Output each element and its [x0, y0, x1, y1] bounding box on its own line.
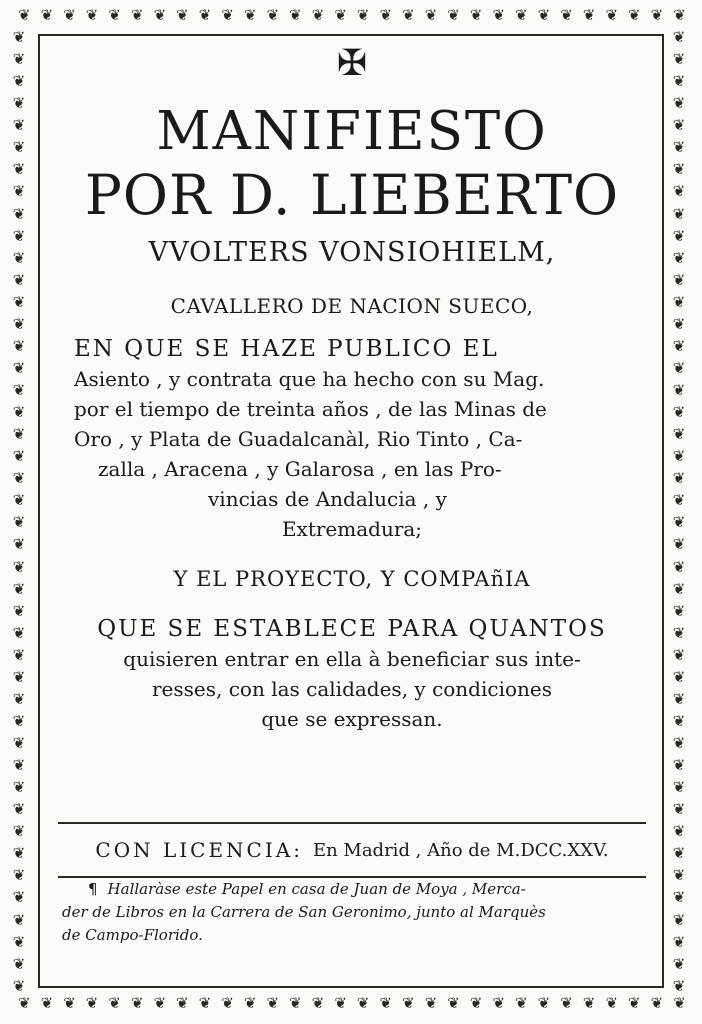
- fleuron-ornament-icon: ❦: [672, 204, 686, 223]
- fleuron-ornament-icon: ❦: [12, 491, 26, 510]
- fleuron-ornament-icon: ❦: [12, 358, 26, 377]
- fleuron-ornament-icon: ❦: [12, 160, 26, 179]
- fleuron-ornament-icon: ❦: [12, 888, 26, 907]
- fleuron-ornament-icon: ❦: [12, 336, 26, 355]
- subject-line: vincias de Andalucia , y: [208, 487, 447, 511]
- subject-line: Asiento , y contrata que ha hecho con su Mag.: [74, 367, 545, 391]
- fleuron-ornament-icon: ❦: [672, 116, 686, 135]
- imprint-line: der de Libros en la Carrera de San Geronimo, junto al Marquès: [62, 903, 546, 921]
- fleuron-ornament-icon: ❦: [85, 993, 99, 1012]
- fleuron-ornament-icon: ❦: [12, 513, 26, 532]
- fleuron-ornament-icon: ❦: [672, 778, 686, 797]
- fleuron-ornament-icon: ❦: [12, 623, 26, 642]
- bottom-ornament-border: [18, 992, 686, 1014]
- fleuron-ornament-icon: ❦: [492, 5, 506, 24]
- fleuron-ornament-icon: ❦: [12, 447, 26, 466]
- pilcrow-icon: ¶: [88, 880, 98, 898]
- frame-rule-left: [38, 34, 40, 988]
- fleuron-ornament-icon: ❦: [289, 993, 302, 1012]
- fleuron-ornament-icon: ❦: [672, 866, 686, 885]
- fleuron-ornament-icon: ❦: [673, 993, 686, 1012]
- fleuron-ornament-icon: ❦: [176, 993, 189, 1012]
- fleuron-ornament-icon: ❦: [18, 5, 31, 24]
- fleuron-ornament-icon: ❦: [447, 993, 460, 1012]
- licence-line: [58, 822, 646, 878]
- fleuron-ornament-icon: ❦: [12, 182, 26, 201]
- fleuron-ornament-icon: ❦: [12, 954, 26, 973]
- fleuron-ornament-icon: ❦: [672, 601, 686, 620]
- fleuron-ornament-icon: ❦: [672, 822, 686, 841]
- fleuron-ornament-icon: ❦: [672, 689, 686, 708]
- frame-rule-bottom: [38, 986, 664, 988]
- title-content: [58, 40, 646, 734]
- fleuron-ornament-icon: ❦: [311, 5, 325, 24]
- fleuron-ornament-icon: ❦: [628, 993, 641, 1012]
- proyecto-heading: Y EL PROYECTO, Y COMPAñIA: [173, 567, 531, 591]
- fleuron-ornament-icon: ❦: [12, 976, 26, 994]
- fleuron-ornament-icon: ❦: [12, 270, 26, 289]
- fleuron-ornament-icon: ❦: [356, 993, 370, 1012]
- fleuron-ornament-icon: ❦: [424, 993, 438, 1012]
- fleuron-ornament-icon: ❦: [605, 5, 619, 24]
- fleuron-ornament-icon: ❦: [311, 993, 325, 1012]
- title-author-line: POR D. LIEBERTO: [84, 163, 620, 227]
- fleuron-ornament-icon: ❦: [12, 601, 26, 620]
- fleuron-ornament-icon: ❦: [12, 734, 26, 752]
- fleuron-ornament-icon: ❦: [12, 292, 26, 311]
- fleuron-ornament-icon: ❦: [176, 5, 189, 24]
- fleuron-ornament-icon: ❦: [560, 5, 573, 24]
- fleuron-ornament-icon: ❦: [672, 447, 686, 466]
- fleuron-ornament-icon: ❦: [672, 800, 686, 819]
- fleuron-ornament-icon: ❦: [12, 645, 26, 664]
- subject-line: zalla , Aracena , y Galarosa , en las Pro-: [98, 457, 502, 481]
- fleuron-ornament-icon: ❦: [12, 469, 26, 488]
- licence-label: CON LICENCIA:: [95, 838, 303, 862]
- fleuron-ornament-icon: ❦: [672, 756, 686, 775]
- fleuron-ornament-icon: ❦: [379, 993, 393, 1012]
- fleuron-ornament-icon: ❦: [12, 910, 26, 929]
- fleuron-ornament-icon: ❦: [12, 314, 26, 333]
- fleuron-ornament-icon: ❦: [153, 5, 167, 24]
- fleuron-ornament-icon: ❦: [672, 579, 686, 598]
- fleuron-ornament-icon: ❦: [12, 822, 26, 841]
- fleuron-ornament-icon: ❦: [672, 381, 686, 399]
- fleuron-ornament-icon: ❦: [12, 557, 26, 576]
- fleuron-ornament-icon: ❦: [672, 623, 686, 642]
- fleuron-ornament-icon: ❦: [672, 491, 686, 510]
- fleuron-ornament-icon: ❦: [130, 5, 144, 24]
- fleuron-ornament-icon: ❦: [243, 993, 257, 1012]
- fleuron-ornament-icon: ❦: [12, 138, 26, 157]
- fleuron-ornament-icon: ❦: [402, 5, 415, 24]
- fleuron-ornament-icon: ❦: [379, 5, 393, 24]
- fleuron-ornament-icon: ❦: [492, 993, 506, 1012]
- fleuron-ornament-icon: ❦: [12, 72, 26, 91]
- frame-rule-top: [38, 34, 664, 36]
- fleuron-ornament-icon: ❦: [12, 381, 26, 399]
- fleuron-ornament-icon: ❦: [672, 667, 686, 686]
- fleuron-ornament-icon: ❦: [153, 993, 167, 1012]
- fleuron-ornament-icon: ❦: [334, 5, 347, 24]
- fleuron-ornament-icon: ❦: [12, 116, 26, 135]
- fleuron-ornament-icon: ❦: [40, 993, 54, 1012]
- fleuron-ornament-icon: ❦: [672, 94, 686, 113]
- fleuron-ornament-icon: ❦: [12, 403, 26, 422]
- fleuron-ornament-icon: ❦: [12, 94, 26, 113]
- fleuron-ornament-icon: ❦: [12, 689, 26, 708]
- top-ornament-border: [18, 4, 686, 26]
- fleuron-ornament-icon: ❦: [560, 993, 573, 1012]
- fleuron-ornament-icon: ❦: [12, 778, 26, 797]
- fleuron-ornament-icon: ❦: [582, 5, 596, 24]
- fleuron-ornament-icon: ❦: [243, 5, 257, 24]
- fleuron-ornament-icon: ❦: [198, 993, 212, 1012]
- fleuron-ornament-icon: ❦: [537, 993, 551, 1012]
- fleuron-ornament-icon: ❦: [108, 993, 121, 1012]
- fleuron-ornament-icon: ❦: [515, 5, 528, 24]
- fleuron-ornament-icon: ❦: [672, 248, 686, 267]
- fleuron-ornament-icon: ❦: [63, 5, 76, 24]
- fleuron-ornament-icon: ❦: [130, 993, 144, 1012]
- fleuron-ornament-icon: ❦: [40, 5, 54, 24]
- author-surname: VVOLTERS VONSIOHIELM,: [148, 237, 556, 268]
- subject-line: por el tiempo de treinta años , de las Minas de: [74, 397, 547, 421]
- company-line: quisieren entrar en ella à beneficiar sus inte-: [123, 647, 581, 671]
- fleuron-ornament-icon: ❦: [672, 711, 686, 730]
- fleuron-ornament-icon: ❦: [672, 314, 686, 333]
- imprint-note: [58, 878, 646, 947]
- fleuron-ornament-icon: ❦: [672, 844, 686, 863]
- fleuron-ornament-icon: ❦: [582, 993, 596, 1012]
- fleuron-ornament-icon: ❦: [12, 425, 26, 444]
- fleuron-ornament-icon: ❦: [12, 800, 26, 819]
- subject-heading: EN QUE SE HAZE PUBLICO EL: [74, 336, 499, 362]
- left-ornament-border: [8, 30, 30, 994]
- fleuron-ornament-icon: ❦: [63, 993, 76, 1012]
- fleuron-ornament-icon: ❦: [12, 711, 26, 730]
- fleuron-ornament-icon: ❦: [672, 469, 686, 488]
- fleuron-ornament-icon: ❦: [266, 5, 280, 24]
- fleuron-ornament-icon: ❦: [672, 888, 686, 907]
- fleuron-ornament-icon: ❦: [198, 5, 212, 24]
- fleuron-ornament-icon: ❦: [108, 5, 121, 24]
- fleuron-ornament-icon: ❦: [672, 976, 686, 994]
- fleuron-ornament-icon: ❦: [12, 204, 26, 223]
- company-line: resses, con las calidades, y condiciones: [151, 677, 553, 701]
- fleuron-ornament-icon: ❦: [672, 336, 686, 355]
- fleuron-ornament-icon: ❦: [537, 5, 551, 24]
- fleuron-ornament-icon: ❦: [672, 358, 686, 377]
- fleuron-ornament-icon: ❦: [672, 160, 686, 179]
- fleuron-ornament-icon: ❦: [85, 5, 99, 24]
- fleuron-ornament-icon: ❦: [650, 5, 664, 24]
- fleuron-ornament-icon: ❦: [12, 932, 26, 951]
- fleuron-ornament-icon: ❦: [447, 5, 460, 24]
- fleuron-ornament-icon: ❦: [672, 138, 686, 157]
- right-ornament-border: [668, 30, 690, 994]
- fleuron-ornament-icon: ❦: [672, 270, 686, 289]
- fleuron-ornament-icon: ❦: [515, 993, 528, 1012]
- fleuron-ornament-icon: ❦: [12, 579, 26, 598]
- subject-line: Oro , y Plata de Guadalcanàl, Rio Tinto , Ca-: [74, 427, 523, 451]
- imprint-line: Hallaràse este Papel en casa de Juan de Moya , Merca-: [107, 880, 526, 898]
- fleuron-ornament-icon: ❦: [672, 513, 686, 532]
- fleuron-ornament-icon: ❦: [672, 910, 686, 929]
- fleuron-ornament-icon: ❦: [12, 30, 26, 46]
- fleuron-ornament-icon: ❦: [605, 993, 619, 1012]
- fleuron-ornament-icon: ❦: [672, 50, 686, 69]
- fleuron-ornament-icon: ❦: [18, 993, 31, 1012]
- fleuron-ornament-icon: ❦: [469, 993, 483, 1012]
- fleuron-ornament-icon: ❦: [672, 535, 686, 554]
- fleuron-ornament-icon: ❦: [672, 72, 686, 91]
- fleuron-ornament-icon: ❦: [672, 292, 686, 311]
- fleuron-ornament-icon: ❦: [672, 30, 686, 46]
- subject-line: Extremadura;: [281, 517, 423, 541]
- fleuron-ornament-icon: ❦: [12, 756, 26, 775]
- fleuron-ornament-icon: ❦: [12, 667, 26, 686]
- subject-block: [58, 334, 646, 544]
- fleuron-ornament-icon: ❦: [650, 993, 664, 1012]
- fleuron-ornament-icon: ❦: [12, 50, 26, 69]
- cross-pattee-icon: ✠: [336, 43, 368, 84]
- fleuron-ornament-icon: ❦: [402, 993, 415, 1012]
- author-nationality: CAVALLERO DE NACION SUECO,: [170, 294, 534, 318]
- fleuron-ornament-icon: ❦: [672, 645, 686, 664]
- fleuron-ornament-icon: ❦: [289, 5, 302, 24]
- licence-place-date: En Madrid , Año de M.DCC.XXV.: [312, 839, 609, 861]
- fleuron-ornament-icon: ❦: [424, 5, 438, 24]
- fleuron-ornament-icon: ❦: [356, 5, 370, 24]
- fleuron-ornament-icon: ❦: [266, 993, 280, 1012]
- imprint-line: de Campo-Florido.: [62, 926, 203, 944]
- fleuron-ornament-icon: ❦: [672, 226, 686, 245]
- fleuron-ornament-icon: ❦: [221, 993, 234, 1012]
- fleuron-ornament-icon: ❦: [673, 5, 686, 24]
- fleuron-ornament-icon: ❦: [628, 5, 641, 24]
- title-manifiesto: MANIFIESTO: [156, 101, 548, 162]
- fleuron-ornament-icon: ❦: [12, 535, 26, 554]
- company-heading: QUE SE ESTABLECE PARA QUANTOS: [97, 616, 607, 642]
- fleuron-ornament-icon: ❦: [672, 425, 686, 444]
- fleuron-ornament-icon: ❦: [12, 226, 26, 245]
- fleuron-ornament-icon: ❦: [672, 734, 686, 752]
- fleuron-ornament-icon: ❦: [469, 5, 483, 24]
- fleuron-ornament-icon: ❦: [221, 5, 234, 24]
- fleuron-ornament-icon: ❦: [672, 557, 686, 576]
- fleuron-ornament-icon: ❦: [672, 182, 686, 201]
- fleuron-ornament-icon: ❦: [672, 403, 686, 422]
- fleuron-ornament-icon: ❦: [672, 954, 686, 973]
- fleuron-ornament-icon: ❦: [12, 866, 26, 885]
- fleuron-ornament-icon: ❦: [672, 932, 686, 951]
- fleuron-ornament-icon: ❦: [334, 993, 347, 1012]
- fleuron-ornament-icon: ❦: [12, 248, 26, 267]
- fleuron-ornament-icon: ❦: [12, 844, 26, 863]
- frame-rule-right: [662, 34, 664, 988]
- company-line: que se expressan.: [261, 707, 443, 731]
